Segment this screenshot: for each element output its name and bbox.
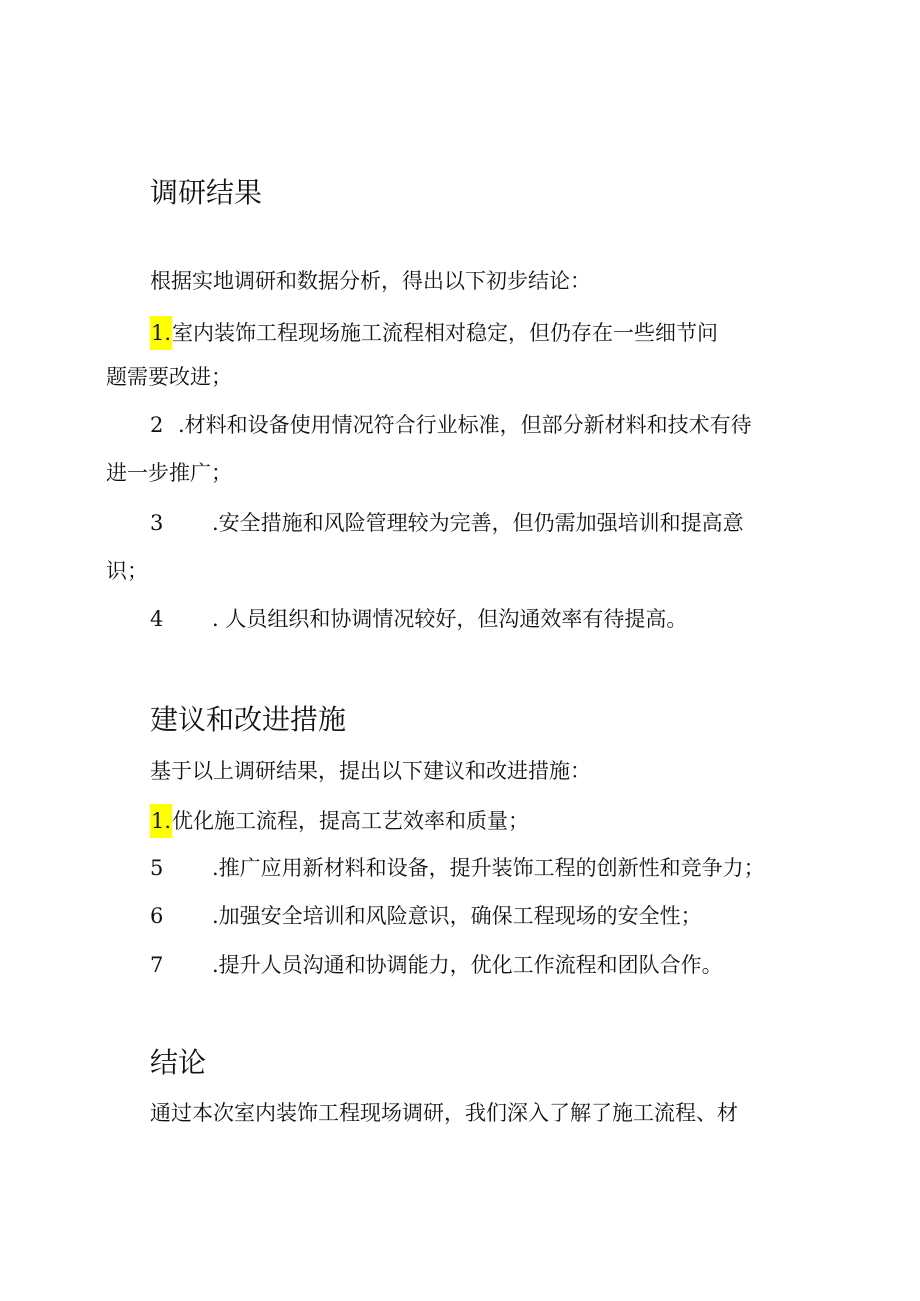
results-item-3 — [150, 508, 744, 538]
item-number-highlighted: 1. — [150, 804, 172, 838]
results-item-2-continuation: 进一步推广； — [106, 461, 232, 485]
heading-suggestions: 建议和改进措施 — [150, 703, 347, 736]
heading-conclusion: 结论 — [150, 1046, 207, 1079]
item-number: 6 — [150, 904, 164, 928]
item-text: .加强安全培训和风险意识，确保工程现场的安全性； — [212, 904, 702, 928]
conclusion-body: 通过本次室内装饰工程现场调研，我们深入了解了施工流程、材 — [150, 1101, 738, 1125]
item-text: .提升人员沟通和协调能力，优化工作流程和团队合作。 — [212, 953, 723, 977]
suggestions-intro: 基于以上调研结果，提出以下建议和改进措施： — [150, 759, 591, 783]
item-text: 室内装饰工程现场施工流程相对稳定，但仍存在一些细节问 — [172, 321, 719, 345]
suggestions-item-5 — [150, 853, 765, 883]
heading-results: 调研结果 — [150, 176, 263, 209]
item-text: .安全措施和风险管理较为完善，但仍需加强培训和提高意 — [212, 511, 744, 535]
results-item-2 — [150, 410, 752, 440]
item-text: 优化施工流程，提高工艺效率和质量； — [172, 809, 530, 833]
item-number: 7 — [150, 953, 164, 977]
item-number: 3 — [150, 511, 164, 535]
item-number: 2 — [150, 413, 164, 437]
item-number-highlighted: 1. — [150, 316, 172, 350]
results-item-3-continuation: 识； — [106, 559, 148, 583]
item-number: 5 — [150, 856, 164, 880]
suggestions-item-1 — [150, 804, 529, 838]
item-number: 4 — [150, 607, 164, 631]
item-text: . 人员组织和协调情况较好，但沟通效率有待提高。 — [212, 607, 688, 631]
suggestions-item-7 — [150, 950, 723, 980]
item-text: .推广应用新材料和设备，提升装饰工程的创新性和竞争力； — [212, 856, 765, 880]
results-intro: 根据实地调研和数据分析，得出以下初步结论： — [150, 269, 591, 293]
suggestions-item-6 — [150, 901, 702, 931]
results-item-1-continuation: 题需要改进； — [106, 365, 232, 389]
item-text: .材料和设备使用情况符合行业标准，但部分新材料和技术有待 — [178, 413, 752, 437]
results-item-4 — [150, 604, 687, 634]
results-item-1 — [150, 316, 718, 350]
